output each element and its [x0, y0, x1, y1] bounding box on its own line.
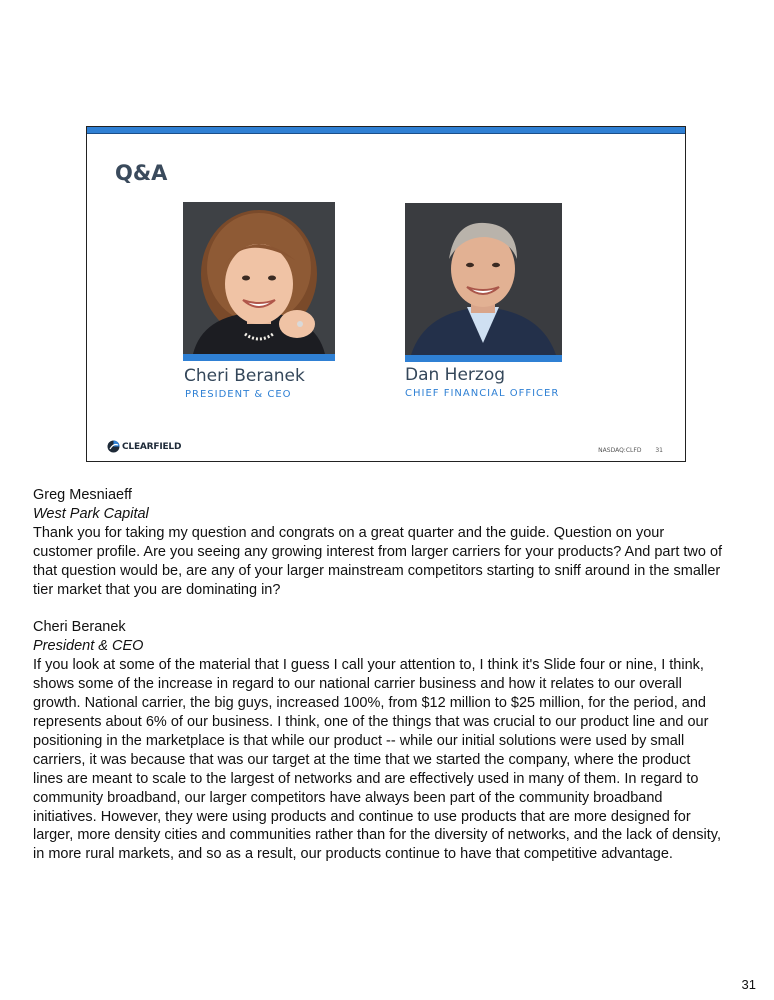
- clearfield-logo-icon: [107, 440, 120, 453]
- speaker-affiliation: President & CEO: [33, 638, 144, 655]
- person-title: PRESIDENT & CEO: [185, 389, 292, 400]
- transcript-block: [33, 618, 723, 864]
- photo-accent-bar: [405, 355, 562, 362]
- person-name: Dan Herzog: [405, 365, 506, 385]
- transcript: [33, 486, 723, 864]
- person-name: Cheri Beranek: [184, 366, 305, 386]
- slide-title: Q&A: [115, 161, 168, 185]
- person-photo-dan: [405, 203, 562, 362]
- transcript-text: If you look at some of the material that I guess I call your attention to, I think it's Slide four or nine, I think, shows some of the increase in regard to our national carrier business and how it relates to our overall growth. National carrier, the big guys, increased 100%, from $12 million to $25 million, for the period, and represents about 6% of our business. I think, one of the things that was crucial to our product line and our positioning in the marketplace is that while our product -- while our initial solutions were used by small carriers, it was because that was our target at the time that we started the company, where the product lines are meant to scale to the largest of networks and are effectively used in many of them. In regard to community broadband, our larger competitors have always been part of the community broadband initiatives. However, they were using products and continue to use products that are more designed for larger, more density cities and communities rather than for the diversity of networks, and the lack of density, in more rural markets, and so as a result, our products continue to have that competitive advantage.: [33, 657, 721, 863]
- person-photo-cheri: [183, 202, 335, 361]
- slide: [86, 126, 686, 462]
- footer-ticker: NASDAQ:CLFD: [598, 447, 642, 454]
- page-number: 31: [741, 977, 756, 992]
- photo-accent-bar: [183, 354, 335, 361]
- clearfield-logo: [107, 440, 181, 453]
- slide-top-bar-shadow: [87, 133, 685, 134]
- speaker-name: Greg Mesniaeff: [33, 487, 132, 503]
- logo-text: CLEARFIELD: [122, 441, 182, 452]
- speaker-affiliation: West Park Capital: [33, 505, 149, 522]
- speaker-name: Cheri Beranek: [33, 619, 126, 636]
- portrait-image: [405, 203, 562, 355]
- person-title: CHIEF FINANCIAL OFFICER: [405, 388, 560, 399]
- slide-footer: [586, 447, 663, 454]
- portrait-image: [183, 202, 335, 354]
- transcript-text: Thank you for taking my question and congrats on a great quarter and the guide. Question on your customer profile. Are you seeing any growing interest from larger carriers for your products? And part two of that question would be, are any of your larger mainstream competitors starting to sniff around in the smaller tier market that you are dominating in?: [33, 524, 723, 598]
- footer-page: 31: [655, 447, 663, 454]
- transcript-block: [33, 486, 723, 599]
